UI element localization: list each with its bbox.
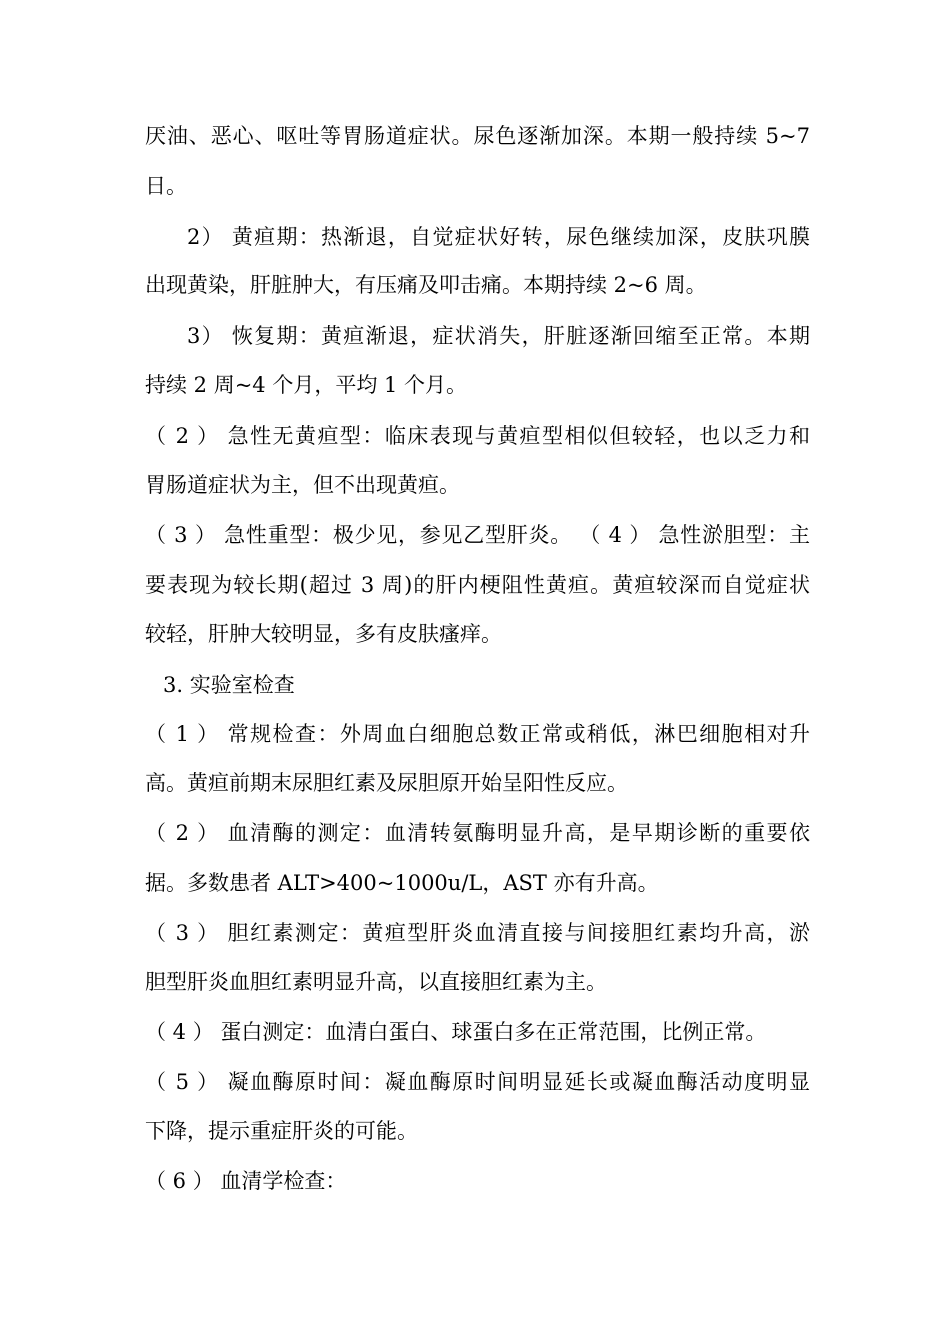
section-heading: 3. 实验室检查 (163, 673, 295, 697)
list-item-yellow-phase: 2） 黄疸期：热渐退，自觉症状好转，尿色继续加深，皮肤巩膜 (187, 225, 810, 249)
list-item-serology: （ 6 ） 血清学检查： (145, 1169, 347, 1193)
text-line: 胆型肝炎血胆红素明显升高，以直接胆红素为主。 (145, 970, 607, 994)
list-item-serum-enzyme: （ 2 ） 血清酶的测定：血清转氨酶明显升高，是早期诊断的重要依 (145, 821, 810, 845)
list-item-anicteric: （ 2 ） 急性无黄疸型：临床表现与黄疸型相似但较轻，也以乏力和 (145, 424, 810, 448)
text-line: 出现黄染，肝脏肿大，有压痛及叩击痛。本期持续 2~6 周。 (145, 273, 707, 297)
list-item-routine-exam: （ 1 ） 常规检查：外周血白细胞总数正常或稍低，淋巴细胞相对升 (145, 722, 810, 746)
list-item-bilirubin: （ 3 ） 胆红素测定：黄疸型肝炎血清直接与间接胆红素均升高，淤 (145, 921, 810, 945)
list-item-recovery-phase: 3） 恢复期：黄疸渐退，症状消失，肝脏逐渐回缩至正常。本期 (187, 324, 810, 348)
list-item-protein: （ 4 ） 蛋白测定：血清白蛋白、球蛋白多在正常范围，比例正常。 (145, 1020, 767, 1044)
text-line: 厌油、恶心、呕吐等胃肠道症状。尿色逐渐加深。本期一般持续 5~7 (145, 124, 810, 148)
text-line: 较轻，肝肿大较明显，多有皮肤瘙痒。 (145, 622, 502, 646)
list-item-prothrombin: （ 5 ） 凝血酶原时间：凝血酶原时间明显延长或凝血酶活动度明显 (145, 1070, 810, 1094)
text-line: 据。多数患者 ALT>400~1000u/L，AST 亦有升高。 (145, 871, 659, 895)
text-line: 高。黄疸前期末尿胆红素及尿胆原开始呈阳性反应。 (145, 771, 628, 795)
text-line: 下降，提示重症肝炎的可能。 (145, 1119, 418, 1143)
text-line: 日。 (145, 174, 187, 198)
text-line: 要表现为较长期(超过 3 周)的肝内梗阻性黄疸。黄疸较深而自觉症状 (145, 573, 810, 597)
text-line: 持续 2 周~4 个月，平均 1 个月。 (145, 373, 468, 397)
text-line: 胃肠道症状为主，但不出现黄疸。 (145, 473, 460, 497)
list-item-severe-cholestatic: （ 3 ） 急性重型：极少见，参见乙型肝炎。 （ 4 ） 急性淤胆型：主 (145, 523, 810, 547)
